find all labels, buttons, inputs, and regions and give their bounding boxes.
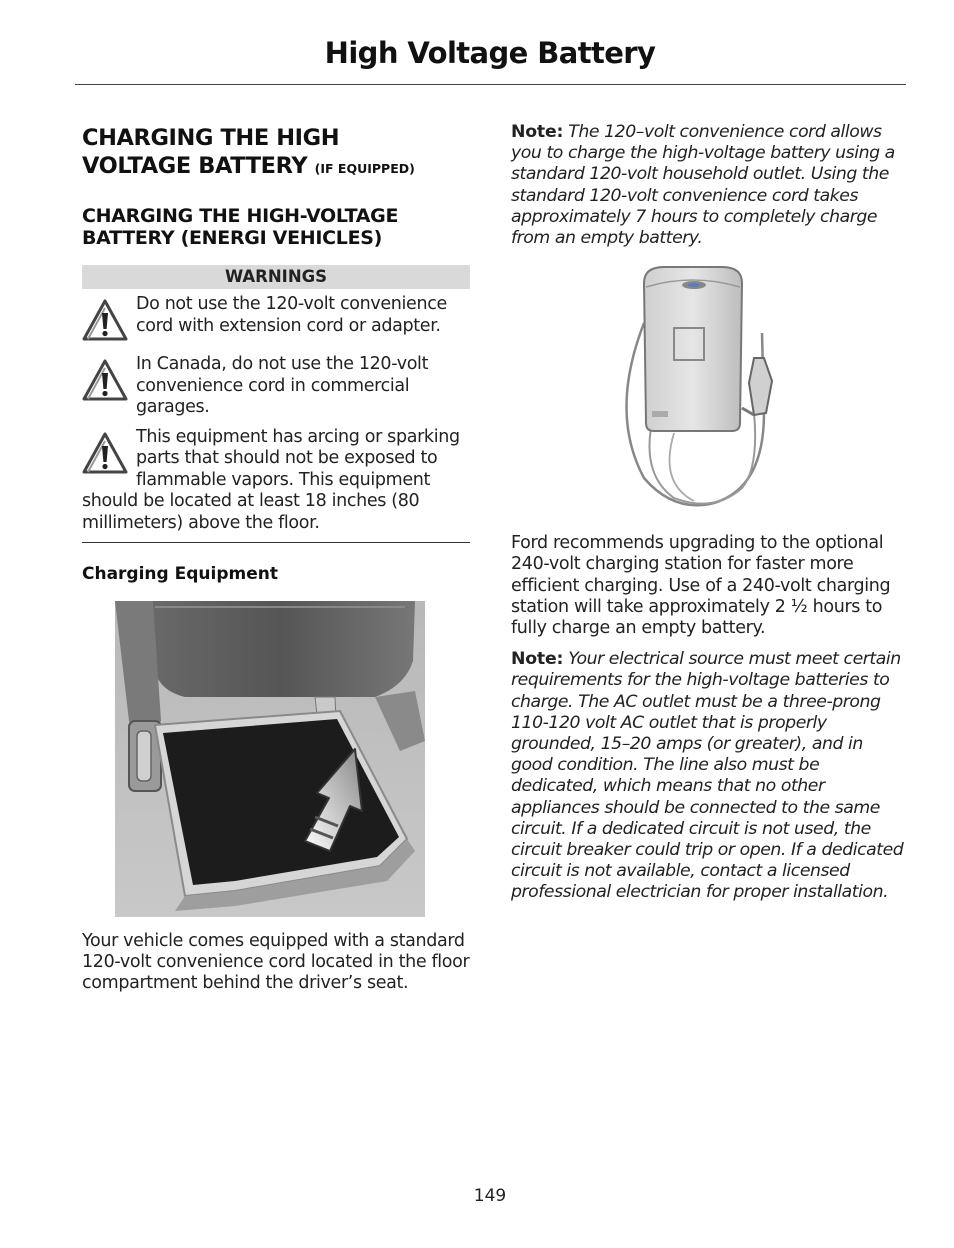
warning-item [82,427,470,535]
title-divider [75,84,906,85]
warning-text: This equipment has arcing or sparking parts that should not be exposed to flammable vapors. This equipment should be located at least 18 inches (80 millimeters) above the floor. [82,426,460,533]
warning-triangle-icon [82,358,128,402]
equipment-text: Your vehicle comes equipped with a standard 120-volt convenience cord located in the floor compartment behind the driver’s seat. [82,931,470,994]
page-title: High Voltage Battery [324,36,656,70]
right-column [511,122,906,904]
note-text: The 120–volt convenience cord allows you to charge the high-voltage battery using a standard 120-volt household outlet. Using the standard 120-volt convenience cord takes approximately 7 hours to completely charge from an empty battery. [511,122,895,249]
section-heading [82,124,470,183]
page-number: 149 [473,1186,507,1206]
subsection-heading: CHARGING THE HIGH-VOLTAGE BATTERY (ENERGI VEHICLES) [82,205,399,249]
warning-text: In Canada, do not use the 120-volt convenience cord in commercial garages. [136,354,429,417]
warning-text: Do not use the 120-volt convenience cord with extension cord or adapter. [136,294,447,336]
section-heading-line2: VOLTAGE BATTERY [82,153,308,179]
equipment-heading: Charging Equipment [82,564,278,584]
warning-triangle-icon [82,431,128,475]
warning-triangle-icon [82,298,128,342]
warnings-header: WARNINGS [82,265,470,289]
charging-station-illustration [614,263,784,513]
left-column [82,124,470,995]
note-convenience-cord [511,122,906,249]
warning-item [82,294,470,337]
section-heading-suffix: (IF EQUIPPED) [314,161,415,176]
note-electrical-requirements [511,649,906,903]
note-label: Note: [511,649,564,670]
recommendation-text: Ford recommends upgrading to the optional 240-volt charging station for faster more efficient charging. Use of a 240-volt charging station will take approximately 2 ½ hours to fully charge an empty battery. [511,533,891,639]
floor-compartment-illustration [115,601,425,917]
warnings-list [82,294,470,543]
warning-item [82,354,470,419]
section-heading-line1: CHARGING THE HIGH [82,125,340,151]
warnings-divider [82,542,470,543]
note-label: Note: [511,122,564,142]
note-text: Your electrical source must meet certain requirements for the high-voltage batteries to charge. The AC outlet must be a three-prong 110-120 volt AC outlet that is properly grounded, 15–20 amps (or greater), and in good condition. The line also must be dedicated, which means that no other appliances should be connected to the same circuit. If a dedicated circuit is not used, the circuit breaker could trip or open. If a dedicated circuit is not available, contact a licensed professional electrician for proper installation. [511,649,904,903]
